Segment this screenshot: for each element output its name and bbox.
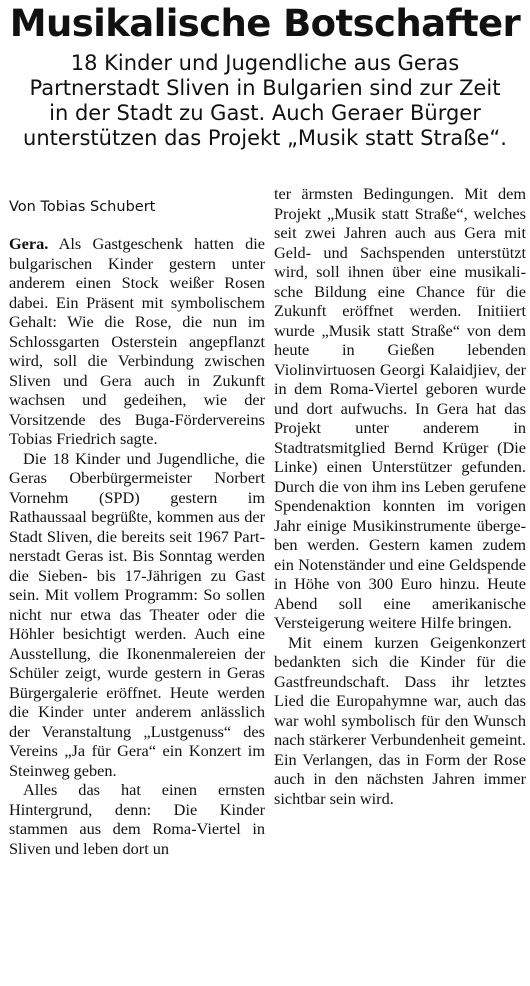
paragraph-2: Die 18 Kinder und Jugendliche, die Geras Oberbürgermeister Norbert Vornehm (SPD) gestern im Rathaussaal begrüßte, kommen aus der Stadt Sliven, die bereits seit 1967 Partnerstadt Geras ist. Bis Sonntag werden die Sieben- bis 17-Jährigen zu Gast sein. Mit vollem Programm: So sollen nicht nur etwa das Theater oder die Höhler besichtigt werden. Auch eine Ausstellung, die Ikonenmalereien der Schüler zeigt, wurde gestern in Geras Bürgergalerie eröffnet. Heute werden die Kinder unter anderem anlässlich der Veranstaltung „Lustgenuss“ des Vereins „Ja für Gera“ ein Konzert im Steinweg geben. (9, 448, 265, 780)
paragraph-1 (9, 234, 265, 449)
subheadline (0, 51, 530, 151)
subheadline-line: in der Stadt zu Gast. Auch Geraer Bürger (49, 101, 481, 125)
subheadline-line: Partnerstadt Sliven in Bulgarien sind zur Zeit (29, 76, 501, 100)
subheadline-line: unterstützen das Projekt „Musik statt Straße“. (23, 126, 507, 150)
headline: Musikalische Botschafter (9, 2, 521, 45)
paragraph-3-continued: ter ärmsten Bedingungen. Mit dem Projekt „Musik statt Straße“, welches seit zwei Jahren auch aus Gera mit Geld- und Sachspenden unterstützt wird, soll ihnen über eine musikalische Bildung eine Chance für die Zukunft eröffnet werden. Initiiert wurde „Musik statt Straße“ von dem heute in Gießen lebenden Violinvirtuosen Georgi Kalaidjiev, der in dem Roma-Viertel geboren wurde und dort aufwuchs. In Gera hat das Projekt unter anderem in Stadtratsmitglied Bernd Krüger (Die Linke) einen Unterstützer gefunden. Durch die von ihm ins Leben gerufene Spendenaktion konnten im vorigen Jahr einige Musikinstrumente übergeben werden. Gestern kamen zudem ein Notenständer und eine Geldspende in Höhe von 300 Euro hinzu. Heute Abend soll eine amerikanische Versteigerung weitere Hilfe bringen. (274, 184, 526, 632)
paragraph-1-text: Als Gastgeschenk hatten die bulgarischen Kinder gestern unter anderem einen Stock weißer Rosen dabei. Ein Präsent mit symbolischem Gehalt: Wie die Rose, die nun im Schlossgarten Osterstein angepflanzt wird, soll die Verbindung zwischen Sliven und Gera auch in Zukunft wachsen und gedeihen, wie der Vorsitzende des Buga-Fördervereins Tobias Friedrich sagte. (9, 234, 265, 448)
paragraph-4: Mit einem kurzen Geigenkonzert bedankten sich die Kinder für die Gastfreundschaft. Dass ihr letztes Lied die Europahymne war, auch das war wohl symbolisch für den Wunsch nach stärkerer Verbundenheit gemeint. Ein Verlangen, das in Form der Rose auch in den nächsten Jahren immer sichtbar sein wird. (274, 632, 526, 808)
article-column-right (274, 184, 526, 808)
article-column-left (9, 234, 265, 858)
byline: Von Tobias Schubert (9, 199, 156, 215)
dateline: Gera. (9, 234, 49, 253)
subheadline-line: 18 Kinder und Jugendliche aus Geras (70, 51, 460, 75)
paragraph-3-start: Alles das hat einen ernsten Hintergrund, denn: Die Kinder stammen aus dem Roma-Viertel in Sliven und leben dort un (9, 780, 265, 858)
